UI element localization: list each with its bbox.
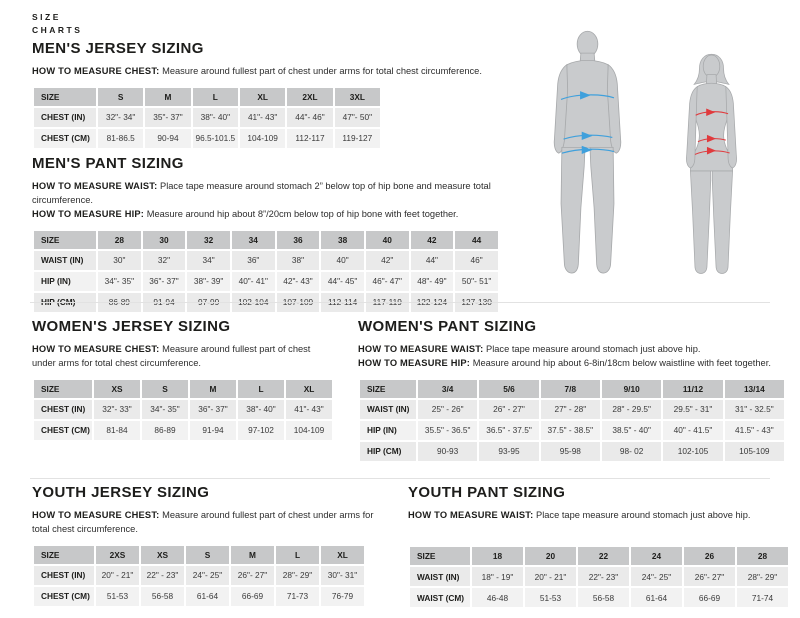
size-value: 38"- 40" xyxy=(238,400,284,419)
row-label: CHEST (CM) xyxy=(34,421,92,440)
youth-pant-size-table xyxy=(408,545,790,609)
column-header: 38 xyxy=(321,231,364,249)
size-value: 105-109 xyxy=(725,442,784,461)
female-body-silhouette xyxy=(686,54,736,273)
size-value: 22"- 23" xyxy=(578,567,629,586)
header-row xyxy=(410,547,788,565)
column-header: S xyxy=(142,380,188,398)
table-row xyxy=(360,442,784,461)
column-header: 26 xyxy=(684,547,735,565)
row-label: WAIST (IN) xyxy=(34,251,96,270)
size-value: 104-109 xyxy=(240,129,285,148)
measure-instructions xyxy=(358,343,790,371)
measure-instructions xyxy=(32,180,552,222)
size-value: 44"- 46" xyxy=(287,108,332,127)
size-value: 26" - 27" xyxy=(479,400,538,419)
size-value: 28" - 29.5" xyxy=(602,400,661,419)
column-header: 30 xyxy=(143,231,186,249)
column-header: L xyxy=(238,380,284,398)
column-header: 18 xyxy=(472,547,523,565)
size-value: 34"- 35" xyxy=(142,400,188,419)
section-heading: MEN'S PANT SIZING xyxy=(32,155,184,172)
size-value: 56-58 xyxy=(141,587,184,606)
size-value: 28"- 29" xyxy=(276,566,319,585)
column-header: S xyxy=(98,88,143,106)
size-value: 97-102 xyxy=(238,421,284,440)
column-header: S xyxy=(186,546,229,564)
measure-note-label: HOW TO MEASURE WAIST: xyxy=(32,181,158,191)
measure-note-label: HOW TO MEASURE WAIST: xyxy=(408,510,534,520)
size-value: 81-84 xyxy=(94,421,140,440)
size-value: 34" xyxy=(187,251,230,270)
section-heading: YOUTH PANT SIZING xyxy=(408,484,566,501)
column-header: 36 xyxy=(277,231,320,249)
size-value: 38"- 40" xyxy=(193,108,238,127)
page-title xyxy=(32,11,82,37)
measure-note-label: HOW TO MEASURE CHEST: xyxy=(32,344,160,354)
section-heading: WOMEN'S JERSEY SIZING xyxy=(32,318,231,335)
column-header: 13/14 xyxy=(725,380,784,398)
header-row xyxy=(34,546,364,564)
size-value: 95-98 xyxy=(541,442,600,461)
size-value: 22" - 23" xyxy=(141,566,184,585)
size-value: 40" xyxy=(321,251,364,270)
table-row xyxy=(360,400,784,419)
size-value: 29.5" - 31" xyxy=(663,400,722,419)
column-header: 3/4 xyxy=(418,380,477,398)
column-header: M xyxy=(231,546,274,564)
female-figure-illustration xyxy=(670,52,753,278)
measure-instructions xyxy=(408,509,792,538)
measure-note-text: Place tape measure around stomach just above hip. xyxy=(486,344,701,354)
size-value: 91-94 xyxy=(190,421,236,440)
size-value: 35"- 37" xyxy=(145,108,190,127)
size-value: 38.5" - 40" xyxy=(602,421,661,440)
column-header: 34 xyxy=(232,231,275,249)
table-row xyxy=(34,421,332,440)
measure-note-text: Measure around hip about 8”/20cm below top of hip bone with feet together. xyxy=(146,208,459,219)
measure-note xyxy=(32,343,334,371)
size-value: 27" - 28" xyxy=(541,400,600,419)
column-header: 42 xyxy=(411,231,454,249)
section-divider xyxy=(30,302,770,303)
measure-note-text: Measure around fullest part of chest under arms for total chest circumference. xyxy=(32,344,311,368)
page-title-line1: SIZE xyxy=(32,12,61,22)
size-value: 37.5" - 38.5" xyxy=(541,421,600,440)
size-value: 42" xyxy=(366,251,409,270)
measure-note-label: HOW TO MEASURE CHEST: xyxy=(32,510,160,520)
size-value: 119-127 xyxy=(335,129,380,148)
size-value: 44" xyxy=(411,251,454,270)
table-row xyxy=(34,251,498,270)
size-value: 36"- 37" xyxy=(190,400,236,419)
measure-instructions xyxy=(32,509,376,537)
section-youth-pant-sizing xyxy=(408,484,792,609)
column-header: SIZE xyxy=(360,380,416,398)
size-value: 66-69 xyxy=(231,587,274,606)
size-value: 20" - 21" xyxy=(96,566,139,585)
measure-note-label: HOW TO MEASURE WAIST: xyxy=(358,344,484,354)
header-row xyxy=(360,380,784,398)
column-header: 22 xyxy=(578,547,629,565)
column-header: M xyxy=(190,380,236,398)
size-value: 61-64 xyxy=(186,587,229,606)
size-value: 50"- 51" xyxy=(455,272,498,291)
mens-jersey-size-table xyxy=(32,86,382,150)
male-figure-illustration xyxy=(542,30,633,278)
column-header: XL xyxy=(286,380,332,398)
column-header: 20 xyxy=(525,547,576,565)
measure-instructions xyxy=(32,65,532,79)
row-label: WAIST (CM) xyxy=(410,588,470,607)
size-value: 90-94 xyxy=(145,129,190,148)
column-header: 32 xyxy=(187,231,230,249)
size-value: 24"- 25" xyxy=(186,566,229,585)
row-label: CHEST (CM) xyxy=(34,587,94,606)
size-value: 40" - 41.5" xyxy=(663,421,722,440)
section-divider xyxy=(30,478,770,479)
size-value: 26"- 27" xyxy=(684,567,735,586)
table-row xyxy=(410,588,788,607)
header-row xyxy=(34,380,332,398)
size-value: 51-53 xyxy=(525,588,576,607)
size-value: 18" - 19" xyxy=(472,567,523,586)
womens-pant-size-table xyxy=(358,378,786,463)
size-value: 35.5" - 36.5" xyxy=(418,421,477,440)
table-row xyxy=(34,108,380,127)
size-value: 112-117 xyxy=(287,129,332,148)
header-row xyxy=(34,231,498,249)
column-header: 7/8 xyxy=(541,380,600,398)
measure-note-text: Place tape measure around stomach 2” below top of hip bone and measure total circumference. xyxy=(32,181,491,205)
section-youth-jersey-sizing xyxy=(32,484,376,608)
size-value: 24"- 25" xyxy=(631,567,682,586)
table-row xyxy=(34,587,364,606)
column-header: SIZE xyxy=(34,88,96,106)
size-value: 36"- 37" xyxy=(143,272,186,291)
size-value: 96.5-101.5 xyxy=(193,129,238,148)
size-value: 56-58 xyxy=(578,588,629,607)
table-row xyxy=(34,129,380,148)
size-value: 76-79 xyxy=(321,587,364,606)
column-header: XL xyxy=(321,546,364,564)
table-row xyxy=(410,567,788,586)
column-header: XL xyxy=(240,88,285,106)
measure-note xyxy=(32,65,532,79)
measure-note-label: HOW TO MEASURE CHEST: xyxy=(32,66,160,76)
size-value: 41"- 43" xyxy=(286,400,332,419)
size-value: 41"- 43" xyxy=(240,108,285,127)
column-header: M xyxy=(145,88,190,106)
size-value: 36.5" - 37.5" xyxy=(479,421,538,440)
column-header: 9/10 xyxy=(602,380,661,398)
size-value: 38" xyxy=(277,251,320,270)
column-header: SIZE xyxy=(34,231,96,249)
column-header: SIZE xyxy=(410,547,470,565)
section-mens-jersey-sizing xyxy=(32,40,532,150)
column-header: 2XL xyxy=(287,88,332,106)
size-value: 48"- 49" xyxy=(411,272,454,291)
measure-note-text: Measure around fullest part of chest under arms for total chest circumference. xyxy=(162,66,482,76)
measure-note-text: Measure around fullest part of chest under arms for total chest circumference. xyxy=(32,510,374,534)
measure-note-label: HOW TO MEASURE HIP: xyxy=(358,357,471,368)
table-row xyxy=(34,400,332,419)
section-heading: YOUTH JERSEY SIZING xyxy=(32,484,210,501)
measure-note xyxy=(32,180,552,208)
column-header: 28 xyxy=(98,231,141,249)
size-value: 44"- 45" xyxy=(321,272,364,291)
size-value: 86-89 xyxy=(142,421,188,440)
size-value: 98- 02 xyxy=(602,442,661,461)
size-value: 38"- 39" xyxy=(187,272,230,291)
size-value: 46" xyxy=(455,251,498,270)
size-value: 32"- 33" xyxy=(94,400,140,419)
row-label: CHEST (IN) xyxy=(34,400,92,419)
size-value: 30"- 31" xyxy=(321,566,364,585)
size-value: 32" xyxy=(143,251,186,270)
header-row xyxy=(34,88,380,106)
size-value: 66-69 xyxy=(684,588,735,607)
size-value: 42"- 43" xyxy=(277,272,320,291)
row-label: HIP (IN) xyxy=(34,272,96,291)
row-label: WAIST (IN) xyxy=(410,567,470,586)
size-value: 71-73 xyxy=(276,587,319,606)
measure-note-text: Measure around hip about 6-8in/18cm below waistline with feet together. xyxy=(472,357,771,368)
table-row xyxy=(360,421,784,440)
column-header: 11/12 xyxy=(663,380,722,398)
column-header: 24 xyxy=(631,547,682,565)
column-header: 40 xyxy=(366,231,409,249)
column-header: 44 xyxy=(455,231,498,249)
column-header: 2XS xyxy=(96,546,139,564)
womens-jersey-size-table xyxy=(32,378,334,442)
youth-jersey-size-table xyxy=(32,544,366,608)
measure-note-label: HOW TO MEASURE HIP: xyxy=(32,208,145,219)
table-row xyxy=(34,272,498,291)
column-header: XS xyxy=(94,380,140,398)
measure-note xyxy=(32,208,552,222)
page-title-line2: CHARTS xyxy=(32,25,83,36)
column-header: L xyxy=(193,88,238,106)
size-value: 46"- 47" xyxy=(366,272,409,291)
size-value: 51-53 xyxy=(96,587,139,606)
row-label: CHEST (CM) xyxy=(34,129,96,148)
table-row xyxy=(34,566,364,585)
section-heading: WOMEN'S PANT SIZING xyxy=(358,318,537,335)
size-value: 104-109 xyxy=(286,421,332,440)
size-value: 26"- 27" xyxy=(231,566,274,585)
size-value: 81-86.5 xyxy=(98,129,143,148)
size-value: 90-93 xyxy=(418,442,477,461)
section-mens-pant-sizing xyxy=(32,155,552,314)
row-label: HIP (IN) xyxy=(360,421,416,440)
row-label: CHEST (IN) xyxy=(34,566,94,585)
column-header: 3XL xyxy=(335,88,380,106)
column-header: SIZE xyxy=(34,380,92,398)
column-header: L xyxy=(276,546,319,564)
column-header: SIZE xyxy=(34,546,94,564)
measure-note xyxy=(408,509,792,523)
row-label: HIP (CM) xyxy=(360,442,416,461)
measure-note-text: Place tape measure around stomach just above hip. xyxy=(536,510,751,520)
row-label: CHEST (IN) xyxy=(34,108,96,127)
section-womens-pant-sizing xyxy=(358,318,790,463)
measurement-figures xyxy=(540,30,800,292)
measure-note xyxy=(358,357,790,371)
size-value: 31" - 32.5" xyxy=(725,400,784,419)
column-header: 5/6 xyxy=(479,380,538,398)
size-value: 47"- 50" xyxy=(335,108,380,127)
measure-note xyxy=(32,509,376,537)
size-value: 28"- 29" xyxy=(737,567,788,586)
size-value: 102-105 xyxy=(663,442,722,461)
size-value: 20" - 21" xyxy=(525,567,576,586)
measure-note xyxy=(358,343,790,357)
column-header: 28 xyxy=(737,547,788,565)
size-value: 36" xyxy=(232,251,275,270)
size-value: 32"- 34" xyxy=(98,108,143,127)
row-label: WAIST (IN) xyxy=(360,400,416,419)
size-value: 61-64 xyxy=(631,588,682,607)
size-value: 41.5" - 43" xyxy=(725,421,784,440)
size-value: 34"- 35" xyxy=(98,272,141,291)
size-value: 93-95 xyxy=(479,442,538,461)
column-header: XS xyxy=(141,546,184,564)
size-value: 25" - 26" xyxy=(418,400,477,419)
size-value: 46-48 xyxy=(472,588,523,607)
size-value: 40"- 41" xyxy=(232,272,275,291)
section-heading: MEN'S JERSEY SIZING xyxy=(32,40,204,57)
measure-instructions xyxy=(32,343,334,371)
size-value: 71-74 xyxy=(737,588,788,607)
section-womens-jersey-sizing xyxy=(32,318,334,442)
size-value: 30" xyxy=(98,251,141,270)
